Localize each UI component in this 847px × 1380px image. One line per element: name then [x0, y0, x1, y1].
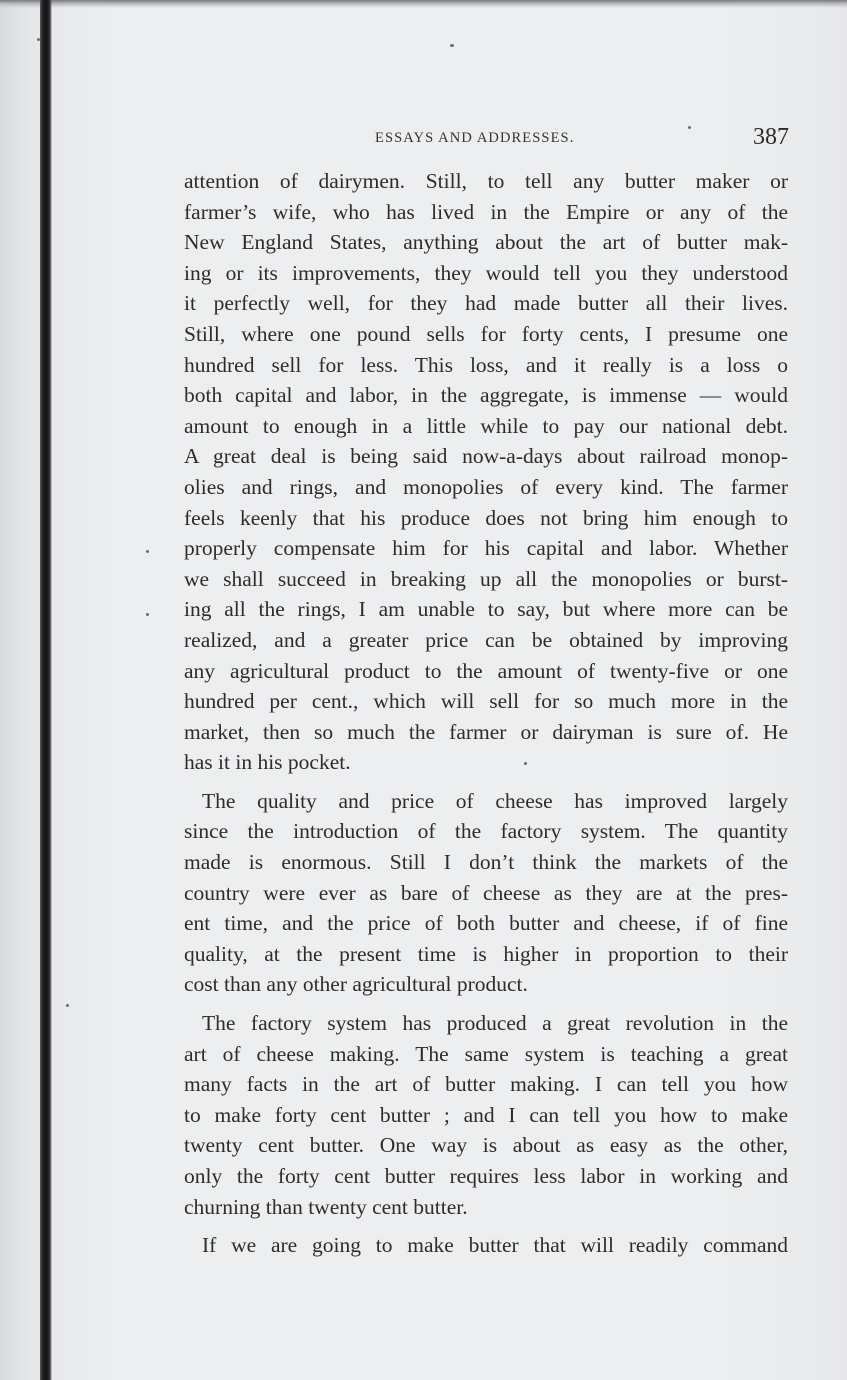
- text-line: any agricultural product to the amount of twenty-five or one: [184, 658, 788, 683]
- text-line: to make forty cent butter ; and I can tell you how to make: [184, 1102, 788, 1127]
- text-line: If we are going to make butter that will readily command: [202, 1233, 788, 1258]
- text-line: hundred per cent., which will sell for so much more in the: [184, 689, 788, 714]
- text-line: farmer’s wife, who has lived in the Empire or any of the: [184, 199, 788, 224]
- text-line: both capital and labor, in the aggregate, is immense — would: [184, 383, 788, 408]
- paper-speck: [37, 38, 40, 41]
- text-line: ing all the rings, I am unable to say, but where more can be: [184, 597, 788, 622]
- text-line: attention of dairymen. Still, to tell any butter maker or: [184, 169, 788, 193]
- text-line: The quality and price of cheese has improved largely: [202, 788, 788, 813]
- running-title: ESSAYS AND ADDRESSES.: [375, 130, 575, 146]
- text-line: twenty cent butter. One way is about as easy as the other,: [184, 1133, 788, 1158]
- text-line: realized, and a greater price can be obtained by improving: [184, 627, 788, 652]
- paper-speck: [450, 44, 454, 47]
- text-line: we shall succeed in breaking up all the monopolies or burst-: [184, 566, 788, 591]
- text-line: feels keenly that his produce does not bring him enough to: [184, 505, 788, 530]
- paper-speck: [66, 1004, 69, 1007]
- text-line: country were ever as bare of cheese as they are at the pres-: [184, 880, 788, 905]
- paragraph-3: [184, 1008, 788, 1222]
- book-page: [160, 120, 800, 1258]
- text-line: ent time, and the price of both butter and cheese, if of fine: [184, 911, 788, 936]
- text-line: market, then so much the farmer or dairyman is sure of. He: [184, 719, 788, 744]
- text-line: properly compensate him for his capital and labor. Whether: [184, 536, 788, 561]
- paragraph-2: [184, 786, 788, 1000]
- text-line: olies and rings, and monopolies of every kind. The farmer: [184, 474, 788, 499]
- text-line: hundred sell for less. This loss, and it really is a loss o: [184, 352, 788, 377]
- paragraph-1: [184, 166, 788, 778]
- text-line: it perfectly well, for they had made butter all their lives.: [184, 291, 788, 316]
- text-line: churning than twenty cent butter.: [184, 1194, 468, 1219]
- page-top-edge-shadow: [0, 0, 847, 8]
- body-text: [184, 166, 788, 1261]
- text-line: has it in his pocket.: [184, 750, 351, 775]
- paper-speck: [146, 550, 149, 553]
- paragraph-gap: [184, 1000, 788, 1008]
- text-line: A great deal is being said now-a-days about railroad monop-: [184, 444, 788, 469]
- text-line: many facts in the art of butter making. I can tell you how: [184, 1072, 788, 1097]
- text-line: only the forty cent butter requires less labor in working and: [184, 1164, 788, 1188]
- paragraph-gap: [184, 1222, 788, 1230]
- text-line: since the introduction of the factory system. The quantity: [184, 819, 788, 844]
- text-line: art of cheese making. The same system is teaching a great: [184, 1041, 788, 1066]
- text-line: New England States, anything about the art of butter mak-: [184, 230, 788, 255]
- text-line: cost than any other agricultural product.: [184, 972, 528, 997]
- paragraph-4: [184, 1230, 788, 1261]
- text-line: ing or its improvements, they would tell you they understood: [184, 260, 788, 285]
- text-line: Still, where one pound sells for forty cents, I presume one: [184, 321, 788, 346]
- page-number: 387: [753, 124, 789, 150]
- text-line: quality, at the present time is higher in proportion to their: [184, 941, 788, 966]
- paragraph-gap: [184, 778, 788, 786]
- book-spine-gutter: [40, 0, 52, 1380]
- paper-speck: [146, 613, 149, 616]
- text-line: amount to enough in a little while to pay our national debt.: [184, 413, 788, 438]
- text-line: The factory system has produced a great revolution in the: [202, 1011, 788, 1036]
- text-line: made is enormous. Still I don’t think the markets of the: [184, 850, 788, 875]
